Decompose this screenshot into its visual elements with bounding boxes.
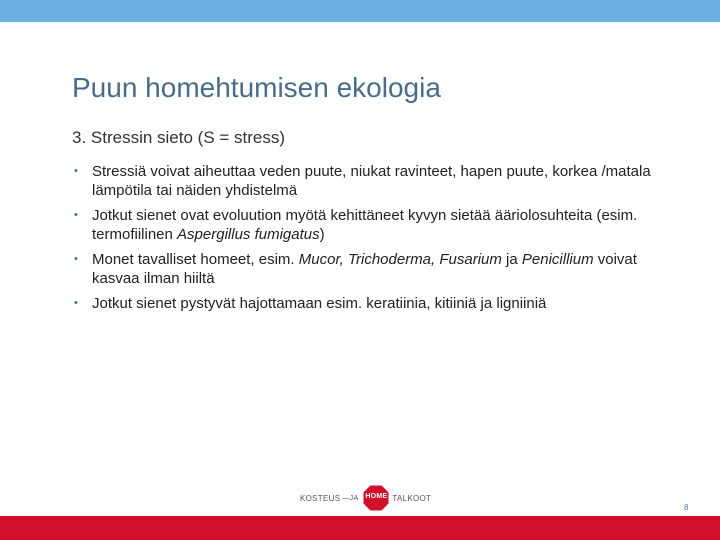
bullet-text: ) — [319, 226, 325, 243]
bullet-text: Monet tavalliset homeet, esim. — [92, 251, 299, 268]
bullet-text-italic: Mucor, Trichoderma, Fusarium — [298, 251, 502, 268]
bullet-dot-icon: • — [74, 209, 78, 221]
logo-separator: —JA — [342, 494, 359, 502]
bullet-text: ja — [501, 251, 522, 268]
bullet-text-italic: Penicillium — [521, 251, 594, 268]
bottom-accent-bar — [0, 516, 720, 540]
bullet-item — [72, 294, 672, 313]
logo-word-right: TALKOOT — [392, 493, 432, 503]
bullet-text: Jotkut sienet pystyvät hajottamaan esim. keratiinia, kitiiniä ja ligniiniä — [92, 295, 547, 312]
bullet-dot-icon: • — [74, 165, 78, 177]
footer-logo — [300, 483, 431, 513]
bullet-text: Jotkut sienet ovat evoluution myötä kehittäneet kyvyn sietää ääriolosuhteita (esim. termofiilinen — [92, 207, 638, 243]
bullet-item — [72, 206, 672, 244]
bullet-text-italic: Aspergillus fumigatus — [177, 226, 320, 243]
bullet-dot-icon: • — [74, 297, 78, 309]
bullet-list — [72, 162, 672, 319]
bullet-item — [72, 250, 672, 288]
bullet-text: Stressiä voivat aiheuttaa veden puute, niukat ravinteet, hapen puute, korkea /matala lämpötila tai näiden yhdistelmä — [92, 163, 651, 199]
top-accent-bar — [0, 0, 720, 22]
logo-sign-text: HOME — [365, 493, 388, 500]
slide-title: Puun homehtumisen ekologia — [72, 72, 441, 103]
bullet-text: voivat kasvaa ilman hiiltä — [92, 251, 637, 287]
bullet-dot-icon: • — [74, 253, 78, 265]
stop-sign-icon — [362, 484, 390, 512]
slide-subtitle: 3. Stressin sieto (S = stress) — [72, 128, 286, 147]
page-number: 8 — [684, 503, 689, 512]
bullet-item — [72, 162, 672, 200]
logo-word-left: KOSTEUS — [300, 493, 341, 503]
